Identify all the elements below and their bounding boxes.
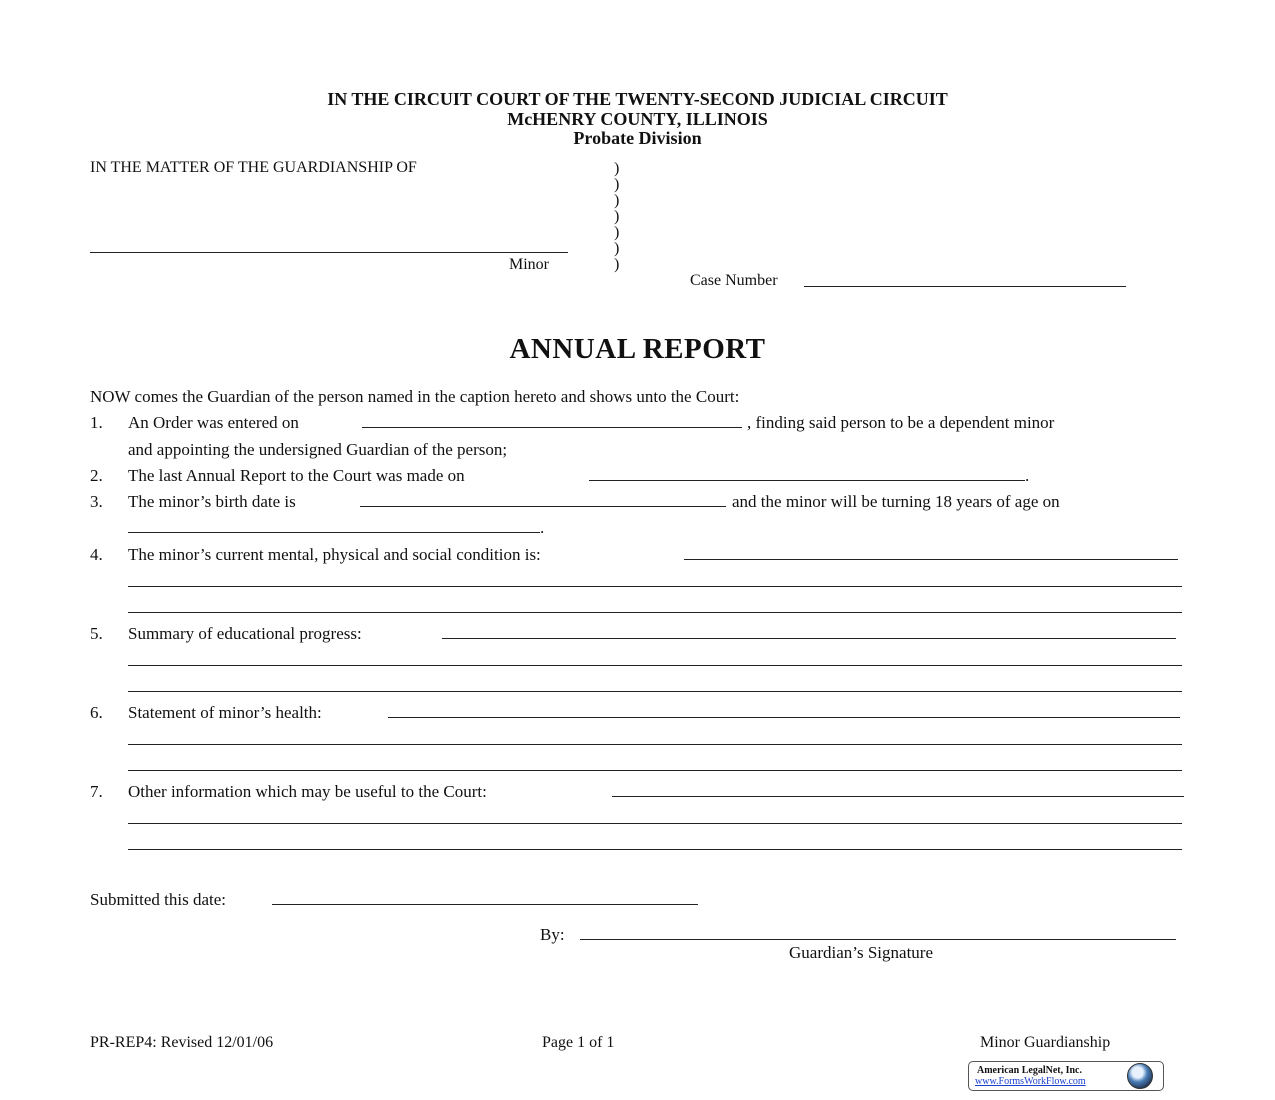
vendor-name: American LegalNet, Inc. — [977, 1065, 1082, 1076]
item-number: 3. — [90, 492, 103, 511]
caption-paren: ) — [614, 192, 620, 209]
other-info-field[interactable] — [128, 823, 1182, 824]
health-field[interactable] — [128, 744, 1182, 745]
caption-paren: ) — [614, 224, 620, 241]
caption-paren: ) — [614, 176, 620, 193]
item-number: 4. — [90, 545, 103, 564]
last-report-date-field[interactable] — [589, 480, 1025, 481]
item-2-text: The last Annual Report to the Court was made on — [128, 466, 465, 485]
footer-category: Minor Guardianship — [980, 1034, 1111, 1051]
caption-paren: ) — [614, 240, 620, 257]
item-2-period: . — [1025, 466, 1030, 485]
item-number: 6. — [90, 703, 103, 722]
page-indicator: Page 1 of 1 — [542, 1034, 615, 1051]
guardian-signature-field[interactable] — [580, 939, 1176, 940]
item-4-label: The minor’s current mental, physical and social condition is: — [128, 545, 541, 564]
item-6-label: Statement of minor’s health: — [128, 703, 322, 722]
globe-icon — [1127, 1063, 1153, 1089]
item-3-text-after: and the minor will be turning 18 years of age on — [732, 492, 1060, 511]
case-number-label: Case Number — [690, 272, 778, 289]
submitted-date-label: Submitted this date: — [90, 890, 226, 909]
health-field[interactable] — [388, 717, 1180, 718]
turning-18-date-field[interactable] — [128, 532, 540, 533]
item-number: 5. — [90, 624, 103, 643]
submitted-date-field[interactable] — [272, 904, 698, 905]
county-heading: McHENRY COUNTY, ILLINOIS — [507, 109, 768, 129]
item-7-label: Other information which may be useful to the Court: — [128, 782, 487, 801]
caption-paren: ) — [614, 160, 620, 177]
vendor-badge[interactable] — [968, 1061, 1164, 1091]
intro-paragraph: NOW comes the Guardian of the person named in the caption hereto and shows unto the Court: — [90, 387, 740, 406]
item-1-continuation: and appointing the undersigned Guardian of the person; — [128, 440, 508, 459]
minor-label: Minor — [509, 256, 549, 273]
minor-name-field[interactable] — [90, 252, 568, 253]
condition-field[interactable] — [128, 586, 1182, 587]
item-1-text-after: , finding said person to be a dependent minor — [747, 413, 1055, 432]
guardianship-caption: IN THE MATTER OF THE GUARDIANSHIP OF — [90, 159, 417, 176]
condition-field[interactable] — [128, 612, 1182, 613]
signature-caption: Guardian’s Signature — [789, 943, 933, 962]
other-info-field[interactable] — [612, 796, 1184, 797]
item-3-period: . — [540, 518, 545, 537]
caption-paren: ) — [614, 256, 620, 273]
birth-date-field[interactable] — [360, 506, 726, 507]
form-revision: PR-REP4: Revised 12/01/06 — [90, 1034, 274, 1051]
by-label: By: — [540, 925, 565, 944]
document-title: ANNUAL REPORT — [509, 333, 766, 365]
item-number: 2. — [90, 466, 103, 485]
education-field[interactable] — [128, 691, 1182, 692]
condition-field[interactable] — [684, 559, 1178, 560]
item-number: 7. — [90, 782, 103, 801]
other-info-field[interactable] — [128, 849, 1182, 850]
item-3-text: The minor’s birth date is — [128, 492, 296, 511]
health-field[interactable] — [128, 770, 1182, 771]
caption-paren: ) — [614, 208, 620, 225]
item-5-label: Summary of educational progress: — [128, 624, 362, 643]
vendor-link[interactable]: www.FormsWorkFlow.com — [975, 1076, 1086, 1087]
case-number-field[interactable] — [804, 286, 1126, 287]
education-field[interactable] — [128, 665, 1182, 666]
court-heading: IN THE CIRCUIT COURT OF THE TWENTY-SECOND JUDICIAL CIRCUIT — [327, 89, 948, 109]
division-heading: Probate Division — [573, 128, 702, 148]
item-number: 1. — [90, 413, 103, 432]
item-1-text: An Order was entered on — [128, 413, 299, 432]
order-date-field[interactable] — [362, 427, 742, 428]
education-field[interactable] — [442, 638, 1176, 639]
